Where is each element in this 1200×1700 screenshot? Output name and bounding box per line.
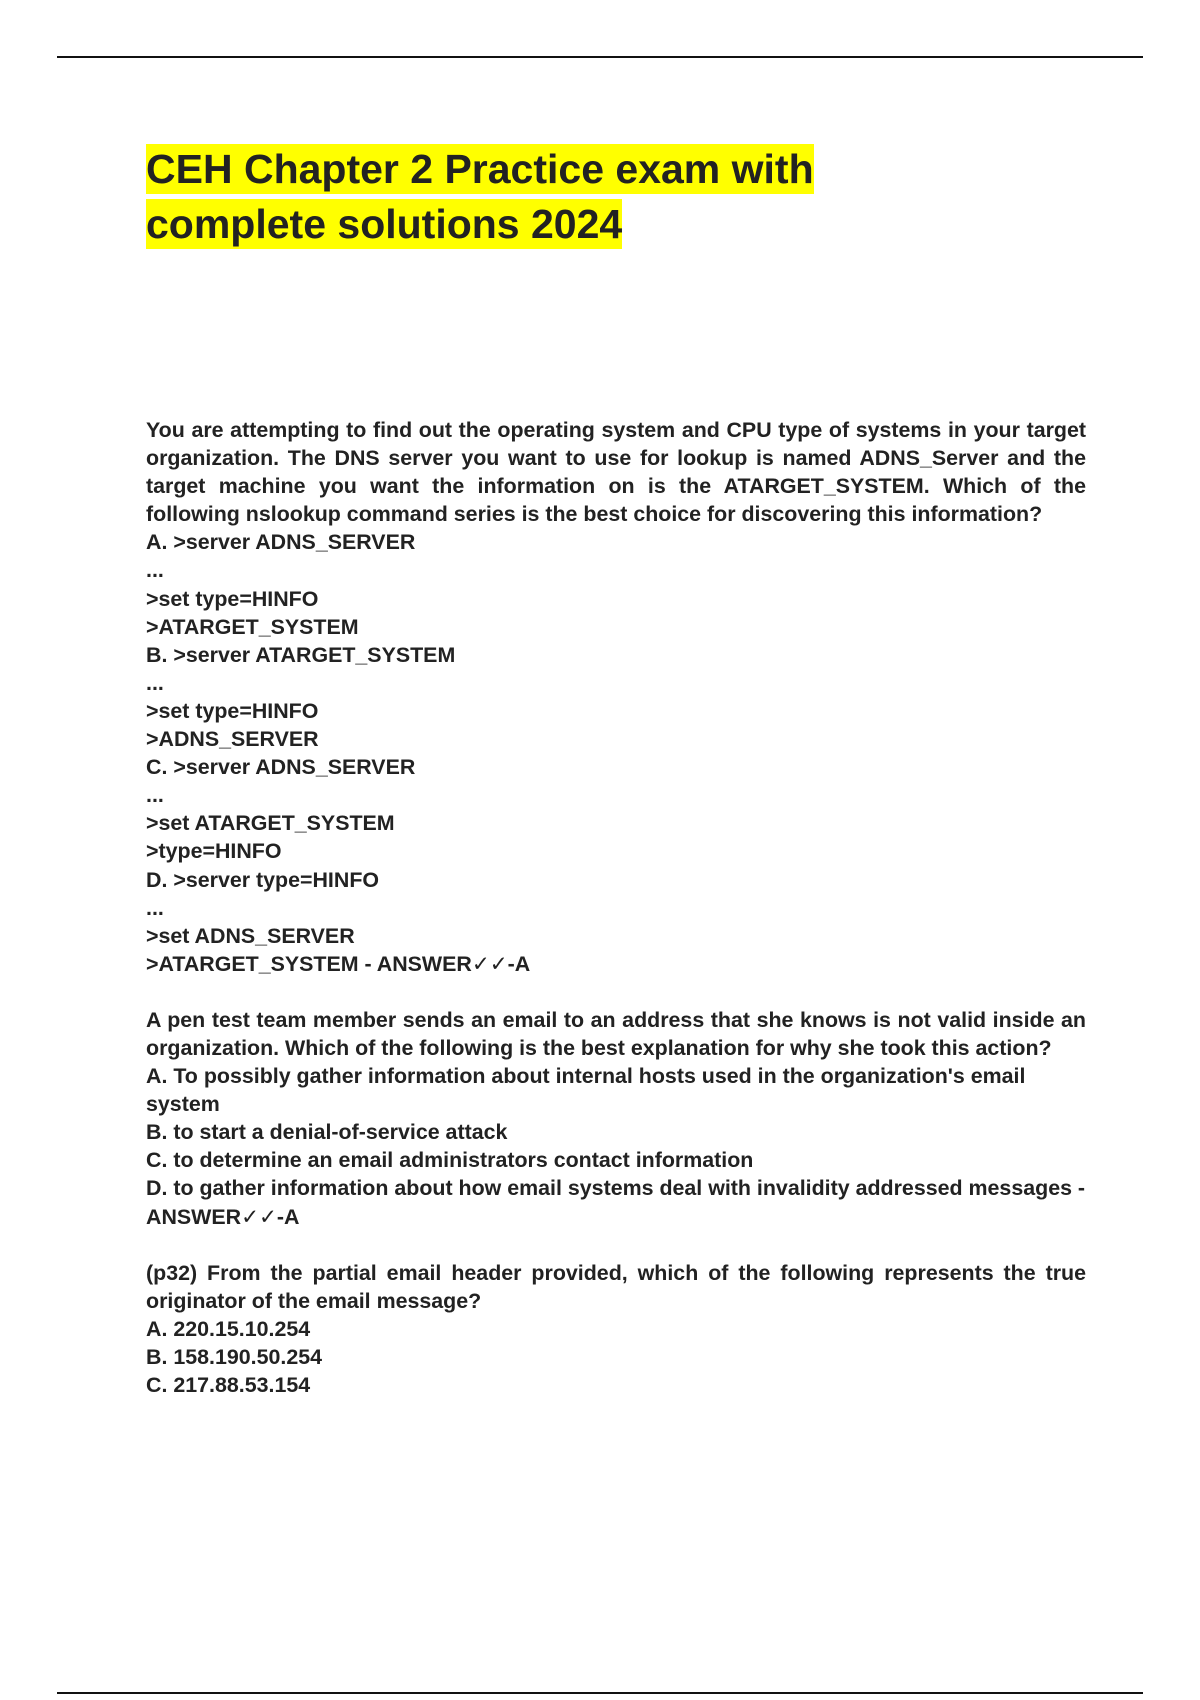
answer-line: D. >server type=HINFO — [146, 867, 380, 892]
question-2 — [146, 1006, 1086, 1231]
answer-option: A. 220.15.10.254 — [146, 1316, 311, 1341]
answer-option: A. To possibly gather information about internal hosts used in the organization's email system — [146, 1064, 1026, 1117]
question-1 — [146, 416, 1086, 978]
questions-content — [146, 416, 1086, 1427]
answer-line: >set type=HINFO — [146, 586, 319, 611]
answer-option: D. to gather information about how email systems deal with invalidity addressed messages - ANSWER✓✓-A — [146, 1176, 1086, 1229]
question-text: A pen test team member sends an email to an address that she knows is not valid inside an organization. Which of the following is the best explanation for why she took this action? — [146, 1007, 1086, 1060]
answer-line: B. >server ATARGET_SYSTEM — [146, 642, 456, 667]
title-line-1: CEH Chapter 2 Practice exam with — [146, 146, 814, 192]
answer-line: ... — [146, 670, 164, 695]
answer-line: ... — [146, 558, 164, 583]
answer-line: >set ADNS_SERVER — [146, 923, 355, 948]
answer-option: C. to determine an email administrators contact information — [146, 1148, 754, 1173]
title-line-2: complete solutions 2024 — [146, 201, 623, 247]
answer-line: C. >server ADNS_SERVER — [146, 755, 416, 780]
answer-line: ... — [146, 783, 164, 808]
answer-option: B. to start a denial-of-service attack — [146, 1120, 508, 1145]
answer-line: >set ATARGET_SYSTEM — [146, 811, 395, 836]
answer-line: >type=HINFO — [146, 839, 282, 864]
answer-option: B. 158.190.50.254 — [146, 1344, 323, 1369]
footer-rule — [57, 1692, 1143, 1694]
question-text: You are attempting to find out the operating system and CPU type of systems in your target organization. The DNS server you want to use for lookup is named ADNS_Server and the target machine you want the information on is the ATARGET_SYSTEM. Which of the following nslookup command series is the best choice for discovering this information? — [146, 418, 1086, 527]
answer-line: A. >server ADNS_SERVER — [146, 530, 416, 555]
header-rule — [57, 56, 1143, 58]
answer-line: >set type=HINFO — [146, 698, 319, 723]
answer-line: >ATARGET_SYSTEM - ANSWER✓✓-A — [146, 951, 531, 976]
answer-line: >ATARGET_SYSTEM — [146, 614, 359, 639]
question-text: (p32) From the partial email header provided, which of the following represents the true originator of the email message? — [146, 1260, 1086, 1313]
answer-option: C. 217.88.53.154 — [146, 1373, 311, 1397]
document-title — [146, 142, 1146, 252]
answer-line: ... — [146, 895, 164, 920]
answer-line: >ADNS_SERVER — [146, 727, 319, 752]
question-3 — [146, 1259, 1086, 1399]
